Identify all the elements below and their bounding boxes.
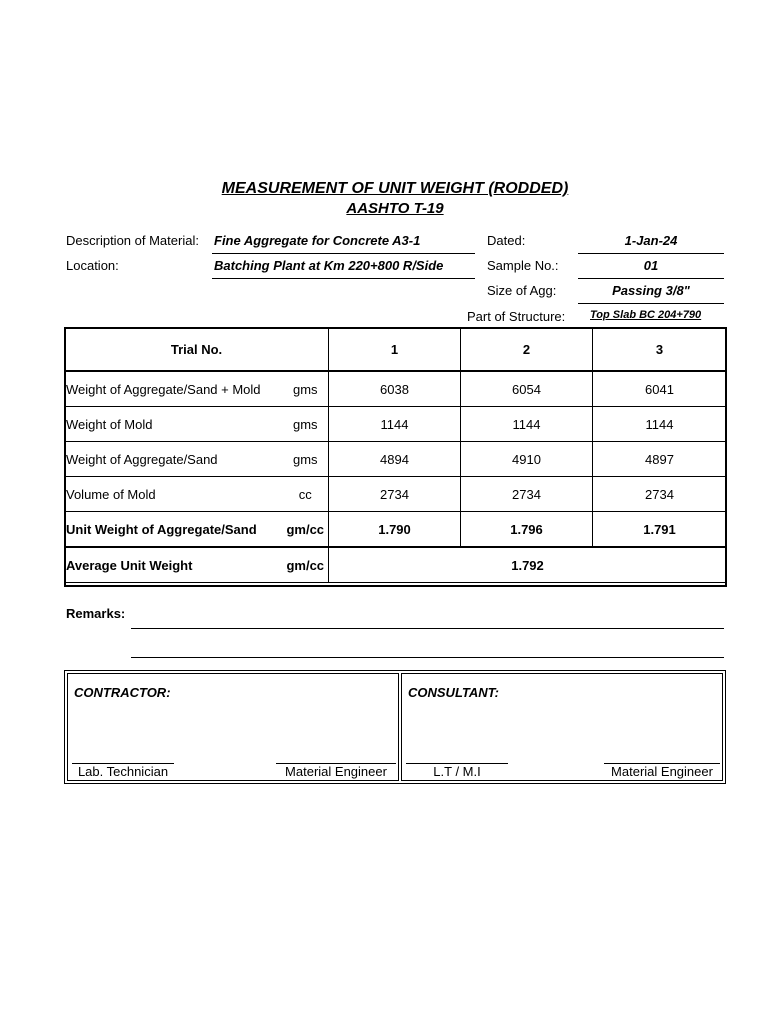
trial-2-header: 2 [461,328,593,372]
row-label: Weight of Mold [65,407,283,442]
signature-box [64,670,726,784]
description-underline [212,253,475,254]
row-label: Weight of Aggregate/Sand [65,442,283,477]
dated-label: Dated: [487,233,526,248]
table-header-row [65,328,727,372]
consultant-left-signatory: L.T / M.I [433,764,481,779]
trial-1-header: 1 [329,328,461,372]
contractor-left-signatory: Lab. Technician [77,764,169,779]
row-label: Weight of Aggregate/Sand + Mold [65,371,283,407]
row-unit: cc [283,477,329,512]
consultant-panel [401,673,723,781]
row-value: 2734 [329,477,461,512]
part-value: Top Slab BC 204+790 [590,309,702,321]
row-value: 1.796 [461,512,593,548]
size-label: Size of Agg: [487,283,557,298]
row-value: 1.791 [593,512,727,548]
row-value: 4910 [461,442,593,477]
contractor-title: CONTRACTOR: [74,685,171,700]
row-unit: gms [283,407,329,442]
part-label: Part of Structure: [467,309,566,324]
table-row [65,477,727,512]
size-value: Passing 3/8" [612,283,690,298]
trial-no-header: Trial No. [65,328,329,372]
description-value: Fine Aggregate for Concrete A3-1 [214,233,421,248]
remarks-line-2 [131,657,724,658]
row-label: Unit Weight of Aggregate/Sand [65,512,283,548]
consultant-title: CONSULTANT: [408,685,499,700]
row-value: 1144 [461,407,593,442]
table-row [65,371,727,407]
document-title: MEASUREMENT OF UNIT WEIGHT (RODDED) [221,180,569,197]
unit-weight-table [64,327,727,583]
row-value: 6054 [461,371,593,407]
average-value: 1.792 [329,547,727,583]
contractor-panel [67,673,399,781]
average-label: Average Unit Weight [65,547,283,583]
consultant-right-signatory: Material Engineer [611,764,713,779]
row-value: 6038 [329,371,461,407]
row-value: 4897 [593,442,727,477]
row-unit: gms [283,442,329,477]
contractor-right-signatory: Material Engineer [285,764,387,779]
row-unit: gms [283,371,329,407]
dated-value: 1-Jan-24 [624,233,678,248]
sample-underline [578,278,724,279]
average-unit: gm/cc [283,547,329,583]
trial-3-header: 3 [593,328,727,372]
remarks-label: Remarks: [66,606,126,621]
remarks-line-1 [131,628,724,629]
row-value: 1144 [593,407,727,442]
row-value: 1144 [329,407,461,442]
location-label: Location: [66,258,119,273]
average-row [65,547,727,583]
row-unit: gm/cc [283,512,329,548]
sample-label: Sample No.: [487,258,559,273]
row-value: 2734 [593,477,727,512]
row-value: 6041 [593,371,727,407]
size-underline [578,303,724,304]
row-value: 4894 [329,442,461,477]
row-label: Volume of Mold [65,477,283,512]
row-value: 2734 [461,477,593,512]
table-row [65,407,727,442]
document-standard: AASHTO T-19 [346,200,444,217]
row-value: 1.790 [329,512,461,548]
table-row [65,512,727,548]
dated-underline [578,253,724,254]
description-label: Description of Material: [66,233,199,248]
location-underline [212,278,475,279]
table-row [65,442,727,477]
location-value: Batching Plant at Km 220+800 R/Side [214,258,444,273]
sample-value: 01 [643,258,659,273]
